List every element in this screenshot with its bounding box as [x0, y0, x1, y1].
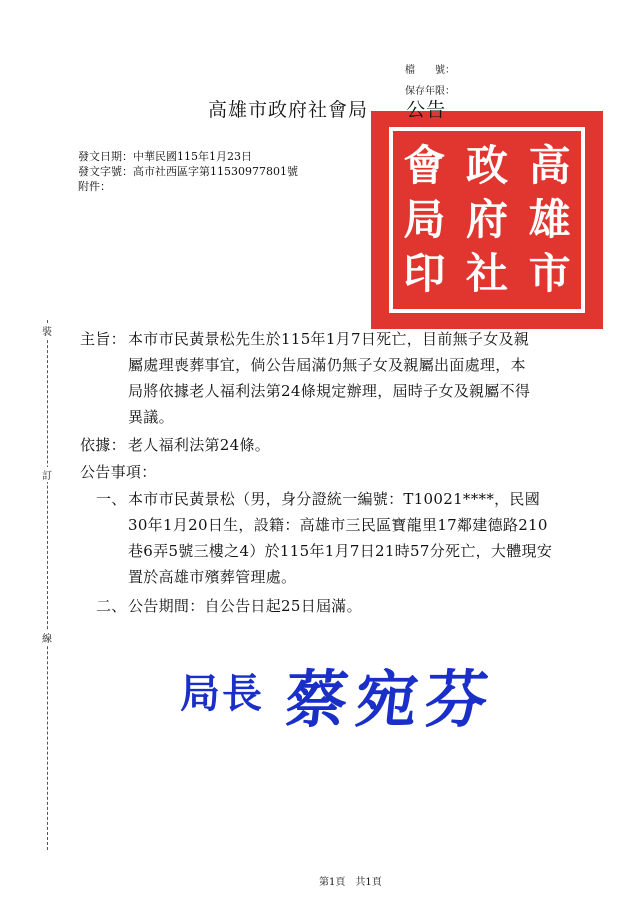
item-line: 置於高雄市殯葬管理處。	[128, 568, 297, 586]
binding-mark: 訂	[42, 467, 52, 482]
binding-mark: 線	[42, 630, 52, 645]
retention-label: 保存年限：	[405, 86, 455, 97]
signature-name: 蔡宛芬	[281, 663, 500, 736]
item-line: 巷6弄5號三樓之4）於115年1月7日21時57分死亡，大體現安	[128, 542, 553, 560]
director-signature	[174, 648, 544, 736]
subject-line: 局將依據老人福利法第24條規定辦理，屆時子女及親屬不得	[128, 382, 531, 400]
items-heading: 公告事項：	[80, 463, 157, 481]
seal-column: 政 府 社	[465, 141, 508, 298]
subject-line: 本市市民黃景松先生於115年1月7日死亡，目前無子女及親	[128, 330, 530, 348]
doc-type: 公告	[406, 99, 447, 121]
seal-column: 高 雄 市	[528, 141, 571, 298]
basis-label: 依據：	[80, 436, 126, 454]
item-line: 本市市民黃景松（男，身分證統一編號：T10021****，民國	[128, 490, 541, 508]
binding-line	[47, 320, 48, 850]
basis-text: 老人福利法第24條。	[128, 436, 271, 454]
binding-mark: 裝	[42, 323, 52, 338]
item-number: 二、	[96, 597, 127, 615]
attachment-label: 附件：	[78, 180, 111, 193]
seal-column: 會 局 印	[403, 141, 446, 298]
subject-line: 異議。	[128, 408, 174, 426]
official-seal	[371, 111, 603, 329]
signature-title: 局長	[180, 670, 264, 717]
agency-name: 高雄市政府社會局	[208, 99, 369, 121]
document-number: 發文字號：高市社西區字第11530977801號	[78, 165, 298, 178]
issue-date: 發文日期：中華民國115年1月23日	[78, 150, 252, 163]
file-number-label: 檔 號：	[405, 65, 455, 76]
subject-line: 屬處理喪葬事宜，倘公告屆滿仍無子女及親屬出面處理，本	[128, 356, 526, 374]
item-line: 公告期間：自公告日起25日屆滿。	[128, 597, 362, 615]
page-title	[208, 95, 446, 122]
page-number: 第1頁 共1頁	[319, 877, 382, 888]
subject-label: 主旨：	[80, 330, 126, 348]
item-number: 一、	[96, 490, 127, 508]
item-line: 30年1月20日生，設籍：高雄市三民區寶龍里17鄰建德路210	[128, 516, 548, 534]
seal-frame	[389, 127, 585, 313]
